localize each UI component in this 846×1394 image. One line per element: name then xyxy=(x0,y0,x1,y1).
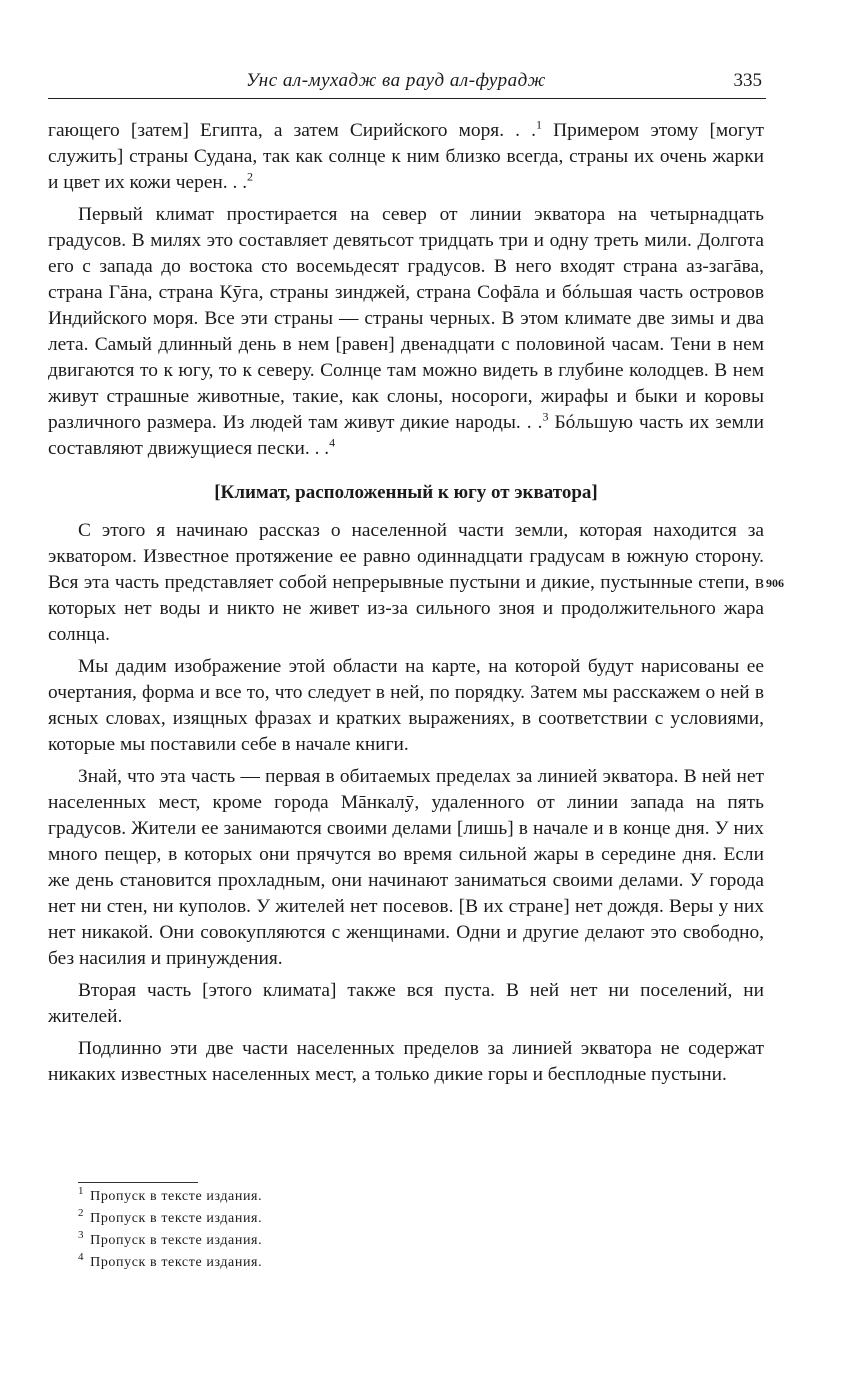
footnotes xyxy=(78,1186,262,1274)
body-text xyxy=(48,118,764,1094)
page-header xyxy=(48,66,766,99)
paragraph-text: гающего [затем] Египта, а затем Сирийского моря. . . xyxy=(48,120,536,141)
footnote-text: Пропуск в тексте издания. xyxy=(90,1211,263,1226)
paragraph-text: Вторая часть [этого климата] также вся пуста. В ней нет ни поселений, ни жителей. xyxy=(48,980,764,1027)
footnote-number: 3 xyxy=(78,1229,85,1242)
paragraph-text: С этого я начинаю рассказ о населенной части земли, которая находится за экватором. Известное протяжение ее равно одиннадцати градусам в южную сторону. Вся эта часть представляет собой непрерывные пустыни и дикие, пустынные степи, в которых нет воды и никто не живет из-за сильного зноя и продолжительного жара солнца. xyxy=(48,520,764,645)
paragraph xyxy=(48,654,764,758)
paragraph-text: Подлинно эти две части населенных пределов за линией экватора не содержат никаких известных населенных мест, а только дикие горы и бесплодные пустыни. xyxy=(48,1038,764,1085)
footnote-reference: 3 xyxy=(542,409,549,424)
paragraph-text: Первый климат простирается на север от линии экватора на четырнадцать градусов. В милях это составляет девятьсот тридцать три и одну треть мили. Долгота его с запада до востока сто восемьдесят градусов. В него входят страна аз-загāва, страна Гāна, страна Кӯга, страны зинджей, страна Софāла и бóльшая часть островов Индийского моря. Все эти страны — страны черных. В этом климате две зимы и два лета. Самый длинный день в нем [равен] двенадцати с половиной часам. Тени в нем двигаются то к югу, то к северу. Солнце там можно видеть в глубине колодцев. В нем живут страшные животные, такие, как слоны, носороги, жирафы и быки и коровы различного размера. Из людей там живут дикие народы. . . xyxy=(48,204,764,433)
margin-note: 906 xyxy=(766,576,784,590)
running-title: Унс ал-мухадж ва рауд ал-фурадж xyxy=(246,70,546,91)
footnote-number: 1 xyxy=(78,1185,85,1198)
footnote-text: Пропуск в тексте издания. xyxy=(90,1233,263,1248)
section-heading: [Климат, расположенный к югу от экватора] xyxy=(214,482,598,503)
footnote-rule xyxy=(78,1182,198,1183)
footnote-number: 4 xyxy=(78,1251,85,1264)
paragraph xyxy=(48,518,764,648)
paragraph-text: Знай, что эта часть — первая в обитаемых пределах за линией экватора. В ней нет населенных мест, кроме города Мāнкалӯ, удаленного от линии запада на пять градусов. Жители ее занимаются своими делами [лишь] в начале и в конце дня. У них много пещер, в которых они прячутся во время сильной жары в середине дня. Если же день становится прохладным, они начинают заниматься своими делами. У города нет ни стен, ни куполов. У жителей нет посевов. [В их стране] нет дождя. Веры у них нет никакой. Они совокупляются с женщинами. Одни и другие делают это свободно, без насилия и принуждения. xyxy=(48,766,764,969)
footnote xyxy=(78,1230,262,1252)
footnote-number: 2 xyxy=(78,1207,85,1220)
footnote xyxy=(78,1252,262,1274)
paragraph-text: Мы дадим изображение этой области на карте, на которой будут нарисованы ее очертания, форма и все то, что следует в ней, по порядку. Затем мы расскажем о ней в ясных словах, изящных фразах и кратких выражениях, в соответствии с условиями, которые мы поставили себе в начале книги. xyxy=(48,656,764,755)
paragraph-text: Бóльшую часть их земли составляют движущиеся пески. . . xyxy=(48,412,764,459)
footnote-reference: 2 xyxy=(247,169,254,184)
page-number: 335 xyxy=(733,70,762,91)
footnote xyxy=(78,1186,262,1208)
footnote-text: Пропуск в тексте издания. xyxy=(90,1255,263,1270)
footnote-reference: 1 xyxy=(536,117,542,132)
paragraph xyxy=(48,118,764,196)
footnote-reference: 4 xyxy=(329,435,336,450)
footnote-text: Пропуск в тексте издания. xyxy=(90,1189,263,1204)
paragraph xyxy=(48,764,764,972)
paragraph xyxy=(48,1036,764,1088)
paragraph xyxy=(48,202,764,462)
footnote xyxy=(78,1208,262,1230)
paragraph-text: Примером этому [могут служить] страны Судана, так как солнце к ним близко всегда, страны их очень жарки и цвет их кожи черен. . . xyxy=(48,120,764,193)
paragraph xyxy=(48,978,764,1030)
